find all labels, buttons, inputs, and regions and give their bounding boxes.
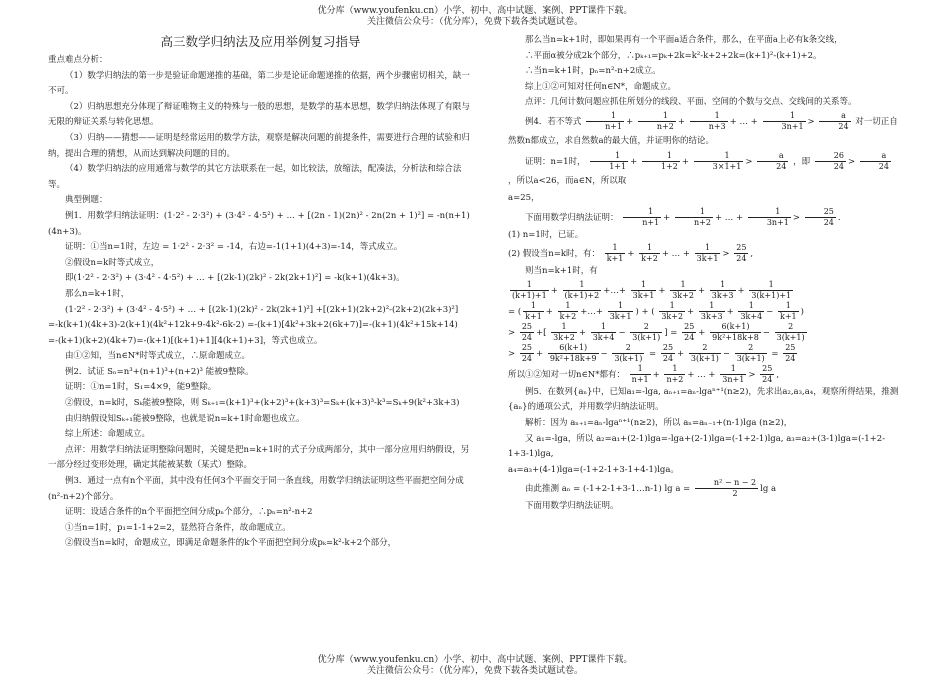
example-4-step-1: (1) n=1时，已证。 [508, 229, 584, 240]
fraction: $\frac{1}{3k+1}$ [609, 300, 632, 321]
base-case-mid: ，即 [793, 156, 811, 167]
fraction: $\frac{6(k+1)}{\text{9k²+18k+9}}$ [549, 342, 597, 363]
page-footer [0, 655, 950, 677]
fraction: $\frac{1}{3k+2}$ [672, 279, 694, 300]
fraction: $\frac{1}{3k+1}$ [696, 243, 719, 264]
fraction: $\frac{1}{3k+2}$ [553, 321, 575, 342]
fraction: $\frac{1}{3k+4}$ [592, 321, 615, 342]
example-5-analysis-1: 解析：因为 aₙ₊₁=aₙ-lgaⁿ⁺¹(n≥2)，所以 aₙ=aₙ₋₁+(n-1)lga (n≥2)， [525, 417, 793, 428]
example-4-derivation-1: $\frac{1}{(k+1)+1}$ + $\frac{1}{(k+1)+2}$ +…+ $\frac{1}{3k+1}$ + $\frac{1}{3k+2}$ + $\frac{1}{3k+3}$ + $\frac{1}{3(k+1)+1}$ [512, 279, 792, 300]
fraction: $\frac{1}{k+2}$ [641, 243, 658, 264]
page-header [0, 6, 950, 28]
fraction: $\frac{1}{n+2}$ [666, 363, 684, 384]
example-3-conclusion: 综上①②可知对任何n∈N*，命题成立。 [525, 81, 676, 92]
example-4-next: 则当n=k+1时，有 [525, 266, 598, 277]
example-1-statement: 例1．用数学归纳法证明：(1·2² - 2·3²) + (3·4² - 4·5²) + … + [(2n - 1)(2n)² - 2n(2n + 1)²] = -n(n+1)(4n+3)。 [48, 210, 470, 237]
fraction: $\frac{1}{3k+3}$ [711, 279, 734, 300]
header-line-2: 关注微信公众号：（优分库），免费下载各类试题试卷。 [366, 17, 583, 27]
fraction: $\frac{1}{3k+2}$ [661, 300, 684, 321]
example-4-hypothesis: (2) 假设当n=k时，有： $\frac{1}{k+1}$ + $\frac{1}{k+2}$ + … + $\frac{1}{3k+1}$ > $\frac{25}{24}$ , [508, 243, 754, 264]
fraction: $\frac{1}{1+1}$ [590, 151, 628, 172]
fraction: $\frac{25}{24}$ [684, 321, 695, 342]
fraction: $\frac{1}{k+2}$ [559, 300, 577, 321]
fraction: $\frac{\text{n² − n − 2}}{2}$ [695, 478, 758, 499]
fraction: $\frac{1}{3\times 1+1}$ [694, 151, 744, 172]
example-3-statement: 例3．通过一点有n个平面，其中没有任何3个平面交于同一条直线，用数学归纳法证明这些平面把空间分成(n²-n+2)个部分。 [48, 476, 464, 502]
example-1-simplify-1: =-k(k+1)(4k+3)-2(k+1)(4k²+12k+9-4k²-6k-2) =-(k+1)[4k²+3k+2(6k+7)]=-(k+1)(4k²+15k+14) [48, 320, 458, 331]
example-3-setup: 证明：设适合条件的n个平面把空间分成pₙ个部分，∴pₙ=n²-n+2 [65, 507, 313, 518]
fraction: $\frac{2}{3(k+1)}$ [776, 321, 805, 342]
fraction: $\frac{25}{24}$ [785, 342, 796, 363]
base-case-lead: 证明：n=1时， [525, 156, 586, 167]
fraction: $\frac{1}{3k+4}$ [740, 300, 763, 321]
example-1-hypothesis: 即(1·2² - 2·3²) + (3·4² - 4·5²) + … + [(2k-1)(2k)² - 2k(2k+1)²] = -k(k+1)(4k+3)。 [65, 273, 405, 284]
example-5-analysis-2: 又 a₁=-lga，所以 a₂=a₁+(2-1)lga=-lga+(2-1)lga=(-1+2-1)lga, a₃=a₂+(3-1)lga=(-1+2-1+3-1)lga, [508, 433, 886, 460]
example-4-lead: 例4．若不等式 [525, 116, 582, 127]
example-3-continued: 那么当n=k+1时，即如果再有一个平面a适合条件，那么，在平面a上必有k条交线， [525, 35, 843, 45]
fraction: $\frac{1}{n+2}$ [638, 111, 676, 132]
fraction: $\frac{1}{3n+1}$ [722, 363, 745, 384]
fraction: $\frac{1}{k+1}$ [780, 300, 797, 321]
example-2-step-2: ②假设，n=k时，Sₖ能被9整除，则 Sₖ₊₁=(k+1)³+(k+2)³+(k+3)³=Sₖ+(k+3)³-k³=Sₖ+9(k²+3k+3) [65, 398, 460, 409]
example-4-value: a=25， [508, 192, 540, 203]
fraction: $\frac{1}{k+1}$ [525, 300, 542, 321]
key-point-3: （3）归纳——猜想——证明是经常运用的数学方法，观察是解决问题的前提条件，需要进行合理的试验和归纳，提出合理的猜想，从而达到解决问题的目的。 [48, 132, 470, 159]
example-2-induction: 由归纳假设知Sₖ₊₁能被9整除，也就是说n=k+1时命题也成立。 [65, 413, 305, 424]
fraction: $\frac{a}{24}$ [757, 151, 788, 172]
fraction: $\frac{25}{24}$ [736, 243, 747, 264]
example-3-step-2: ②假设当n=k时，命题成立，即满足命题条件的k个平面把空间分成pₖ=k²-k+2个部分， [65, 538, 397, 549]
example-5-proof-intro: 下面用数学归纳法证明。 [525, 501, 619, 512]
example-4-derivation-4: > $\frac{25}{24}$ + $\frac{6(k+1)}{\text{9k²+18k+9}}$ − $\frac{2}{3(k+1)}$ = $\frac{25}{24}$ + $\frac{2}{3(k+1)}$ − $\frac{2}{3(k+1)}$ = $\frac{25}{24}$ [508, 342, 796, 363]
example-5-analysis-3: a₄=a₃+(4-1)lga=(-1+2-1+3-1+4-1)lga。 [508, 464, 679, 475]
example-1-expansion: (1·2² - 2·3²) + (3·4² - 4·5²) + … + [(2k-1)(2k)² - 2k(2k+1)²] +[(2k+1)(2k+2)²-(2k+2)(2k+3)²] [65, 304, 459, 315]
example-1-step-1: 证明：①当n=1时，左边 = 1·2² - 2·3² = -14，右边=-1(1+1)(4+3)=-14，等式成立。 [65, 242, 403, 253]
fraction: $\frac{1}{3k+3}$ [700, 300, 723, 321]
fraction: $\frac{25}{24}$ [762, 363, 773, 384]
example-5-conjecture: 由此推测 aₙ = (-1+2-1+3-1…n-1) lg a = $\frac{\text{n² − n − 2}}{2}$ lg a [525, 478, 777, 499]
header-line-1: 优分库（www.youfenku.cn）小学、初中、高中试题、案例、PPT课件下载。 [317, 6, 633, 16]
fraction: $\frac{1}{n+1}$ [631, 363, 649, 384]
example-1-step-2: ②假设n=k时等式成立， [65, 257, 160, 268]
fraction: $\frac{1}{3n+1}$ [748, 207, 791, 228]
example-5-statement: 例5．在数列{aₙ}中，已知a₁=-lga, aₙ₊₁=aₙ-lgaⁿ⁺¹(n≥2)，先求出a₂,a₃,a₄，观察所得结果，推测{aₙ}的通项公式，并用数学归纳法证明。 [508, 386, 899, 413]
fraction: $\frac{1}{3n+1}$ [763, 111, 806, 132]
example-4-derivation-2: = ( $\frac{1}{k+1}$ + $\frac{1}{k+2}$ +…+ $\frac{1}{3k+1}$ ) + ( $\frac{1}{3k+2}$ + $\frac{1}{3k+3}$ + $\frac{1}{3k+4}$ − $\frac{1}{k+1}$ ) [508, 300, 804, 321]
fraction: $\frac{1}{n+1}$ [586, 111, 624, 132]
key-point-2: （2）归纳思想充分体现了辩证唯物主义的特殊与一般的思想，是数学的基本思想，数学归纳法体现了有限与无限的辩证关系与转化思想。 [48, 101, 470, 128]
fraction: $\frac{1}{1+2}$ [642, 151, 680, 172]
claim-lead: 下面用数学归纳法证明： [525, 212, 619, 223]
hypothesis-lead: (2) 假设当n=k时，有： [508, 249, 600, 260]
fraction: $\frac{25}{24}$ [521, 342, 533, 363]
example-4-conclusion: 所以①②知对一切n∈N*都有： $\frac{1}{n+1}$ + $\frac{1}{n+2}$ + … + $\frac{1}{3n+1}$ > $\frac{25}{24}$ , [508, 363, 780, 384]
example-1-simplify-2: =-(k+1)(k+2)(4k+7)=-(k+1)[(k+1)+1][4(k+1)+3]，等式也成立。 [48, 335, 323, 346]
document-title: 高三数学归纳法及应用举例复习指导 [160, 34, 361, 49]
fraction: $\frac{a}{24}$ [819, 111, 850, 132]
fraction: $\frac{2}{3(k+1)}$ [690, 342, 719, 363]
fraction: $\frac{1}{3k+1}$ [632, 279, 655, 300]
example-3-step-1: ①当n=1时，p₁=1-1+2=2，显然符合条件，故命题成立。 [65, 522, 291, 533]
fraction: $\frac{1}{n+1}$ [623, 207, 661, 228]
fraction: $\frac{1}{n+3}$ [690, 111, 728, 132]
fraction: $\frac{a}{24}$ [860, 151, 891, 172]
fraction: $\frac{1}{n+2}$ [675, 207, 713, 228]
example-2-step-1: 证明：①n=1时，S₁=4×9，能9整除。 [65, 382, 217, 393]
fraction: $\frac{26}{24}$ [815, 151, 846, 172]
example-3-holds: ∴当n=k+1时，pₙ=n²-n+2成立。 [525, 66, 661, 77]
fraction: $\frac{2}{3(k+1)}$ [736, 342, 765, 363]
footer-line-1: 优分库（www.youfenku.cn）小学、初中、高中试题、案例、PPT课件下载。 [317, 655, 633, 665]
conclusion-lead: 所以①②知对一切n∈N*都有： [508, 369, 625, 380]
fraction: $\frac{25}{24}$ [521, 321, 533, 342]
example-3-comment: 点评：几何计数问题应抓住所划分的线段、平面、空间的个数与交点、交线间的关系等。 [525, 97, 857, 108]
footer-line-2: 关注微信公众号：（优分库），免费下载各类试题试卷。 [366, 666, 583, 676]
example-1-next: 那么n=k+1时， [65, 288, 130, 299]
fraction: $\frac{1}{k+1}$ [606, 243, 624, 264]
fraction: $\frac{2}{3(k+1)}$ [614, 342, 643, 363]
example-3-partition: ∴平面α被分成2k个部分，∴pₖ₊₁=pₖ+2k=k²-k+2+2k=(k+1)²-(k+1)+2。 [525, 50, 822, 61]
key-point-1: （1）数学归纳法的第一步是验证命题递推的基础，第二步是论证命题递推的依据，两个步骤密切相关，缺一不可。 [48, 70, 470, 97]
fraction: $\frac{1}{(k+1)+1}$ [512, 279, 547, 300]
key-points-heading: 重点难点分析： [48, 55, 108, 65]
conjecture-lead: 由此推测 aₙ = (-1+2-1+3-1…n-1) lg a = [525, 484, 691, 495]
example-4-statement: 例4．若不等式 $\frac{1}{n+1}$ + $\frac{1}{n+2}$ + $\frac{1}{n+3}$ + … + $\frac{1}{3n+1}$ > $\frac{a}{24}$ 对一切正自然数n都成立，求自然数a的最大值，并证明你的结论。 [508, 110, 898, 146]
base-case-tail: ，所以a<26，而a∈N，所以取 [508, 175, 627, 186]
fraction: $\frac{25}{24}$ [662, 342, 674, 363]
fraction: $\frac{1}{(k+1)+2}$ [564, 279, 600, 300]
example-4-base-case: 证明：n=1时， $\frac{1}{1+1}$ + $\frac{1}{1+2}$ + $\frac{1}{3\times 1+1}$ > $\frac{a}{24}$ ，即 $\frac{26}{24}$ > $\frac{a}{24}$ ，所以a<26，而a∈N，所以取 [508, 150, 889, 186]
fraction: $\frac{25}{24}$ [805, 207, 836, 228]
example-1-conclusion: 由①②知，当n∈N*时等式成立，∴原命题成立。 [65, 351, 250, 362]
examples-heading: 典型例题： [65, 195, 108, 206]
key-point-4: （4）数学归纳法的应用通常与数学的其它方法联系在一起，如比较法，放缩法，配凑法，分析法和综合法等。 [48, 164, 462, 190]
fraction: $\frac{6(k+1)}{\text{9k²+18k+8}}$ [712, 321, 759, 342]
right-column [508, 33, 903, 515]
fraction: $\frac{2}{3(k+1)}$ [632, 321, 661, 342]
example-2-comment: 点评：用数学归纳法证明整除问题时，关键是把n=k+1时的式子分成两部分，其中一部分应用归纳假设，另一部分经过变形处理，确定其能被某数（某式）整除。 [48, 444, 470, 471]
example-4-tail: 对一切正自然数n都成立，求自然数a的最大值，并证明你的结论。 [508, 116, 898, 146]
example-4-claim: 下面用数学归纳法证明： $\frac{1}{n+1}$ + $\frac{1}{n+2}$ + … + $\frac{1}{3n+1}$ > $\frac{25}{24}$ . [525, 206, 841, 227]
example-2-conclusion: 综上所述：命题成立。 [65, 429, 151, 440]
fraction: $\frac{1}{3(k+1)+1}$ [751, 279, 792, 300]
left-column [48, 33, 473, 552]
example-2-statement: 例2．试证 Sₙ=n³+(n+1)³+(n+2)³ 能被9整除。 [65, 366, 254, 377]
example-4-derivation-3: > $\frac{25}{24}$ +[ $\frac{1}{3k+2}$ + $\frac{1}{3k+4}$ − $\frac{2}{3(k+1)}$ ] = $\frac{25}{24}$ + $\frac{6(k+1)}{\text{9k²+18k+8}}$ − $\frac{2}{3(k+1)}$ [508, 321, 805, 342]
